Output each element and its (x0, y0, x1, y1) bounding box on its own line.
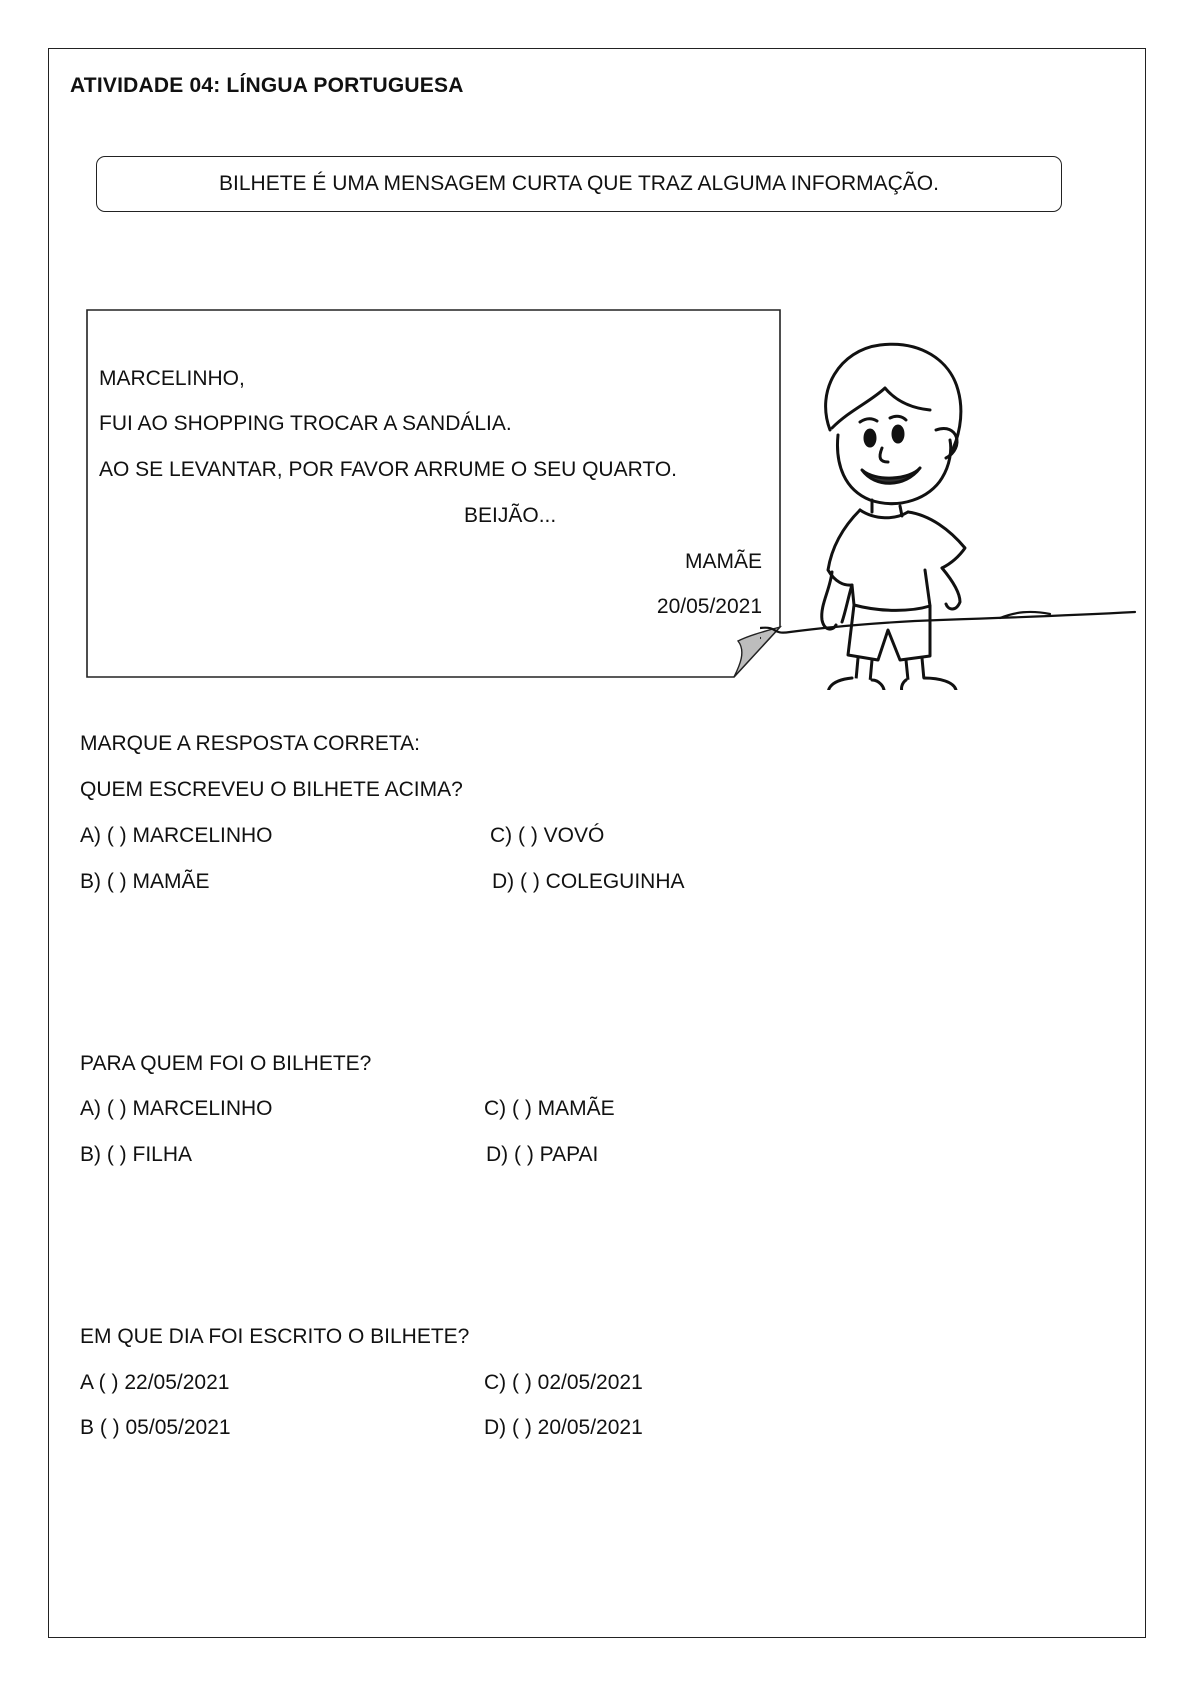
option-c[interactable]: C) ( ) VOVÓ (490, 824, 605, 847)
activity-title: ATIVIDADE 04: LÍNGUA PORTUGUESA (70, 74, 464, 97)
note-signature: MAMÃE (684, 550, 762, 573)
option-d[interactable]: D) ( ) 20/05/2021 (484, 1416, 643, 1439)
note-paper (86, 309, 782, 679)
note-line-1: FUI AO SHOPPING TROCAR A SANDÁLIA. (99, 412, 512, 435)
option-c[interactable]: C) ( ) MAMÃE (484, 1097, 615, 1120)
instruction: MARQUE A RESPOSTA CORRETA: (80, 732, 420, 755)
note-closing: BEIJÃO... (464, 504, 557, 527)
definition-text: BILHETE É UMA MENSAGEM CURTA QUE TRAZ ALGUMA INFORMAÇÃO. (219, 172, 939, 195)
note-greeting: MARCELINHO, (99, 367, 245, 390)
note-date: 20/05/2021 (656, 595, 762, 618)
question-text: EM QUE DIA FOI ESCRITO O BILHETE? (80, 1325, 470, 1348)
question-text: QUEM ESCREVEU O BILHETE ACIMA? (80, 778, 463, 801)
option-a[interactable]: A) ( ) MARCELINHO (80, 824, 273, 847)
option-a[interactable]: A ( ) 22/05/2021 (80, 1371, 230, 1394)
note-line-2: AO SE LEVANTAR, POR FAVOR ARRUME O SEU QUARTO. (99, 458, 678, 481)
option-b[interactable]: B) ( ) MAMÃE (80, 870, 210, 893)
boy-illustration (760, 330, 1140, 690)
option-d[interactable]: D) ( ) PAPAI (486, 1143, 599, 1166)
option-d[interactable]: D) ( ) COLEGUINHA (492, 870, 685, 893)
note-card (86, 309, 782, 679)
option-a[interactable]: A) ( ) MARCELINHO (80, 1097, 273, 1120)
option-b[interactable]: B) ( ) FILHA (80, 1143, 193, 1166)
definition-box (96, 156, 1062, 212)
option-c[interactable]: C) ( ) 02/05/2021 (484, 1371, 643, 1394)
option-b[interactable]: B ( ) 05/05/2021 (80, 1416, 231, 1439)
question-text: PARA QUEM FOI O BILHETE? (80, 1052, 372, 1075)
